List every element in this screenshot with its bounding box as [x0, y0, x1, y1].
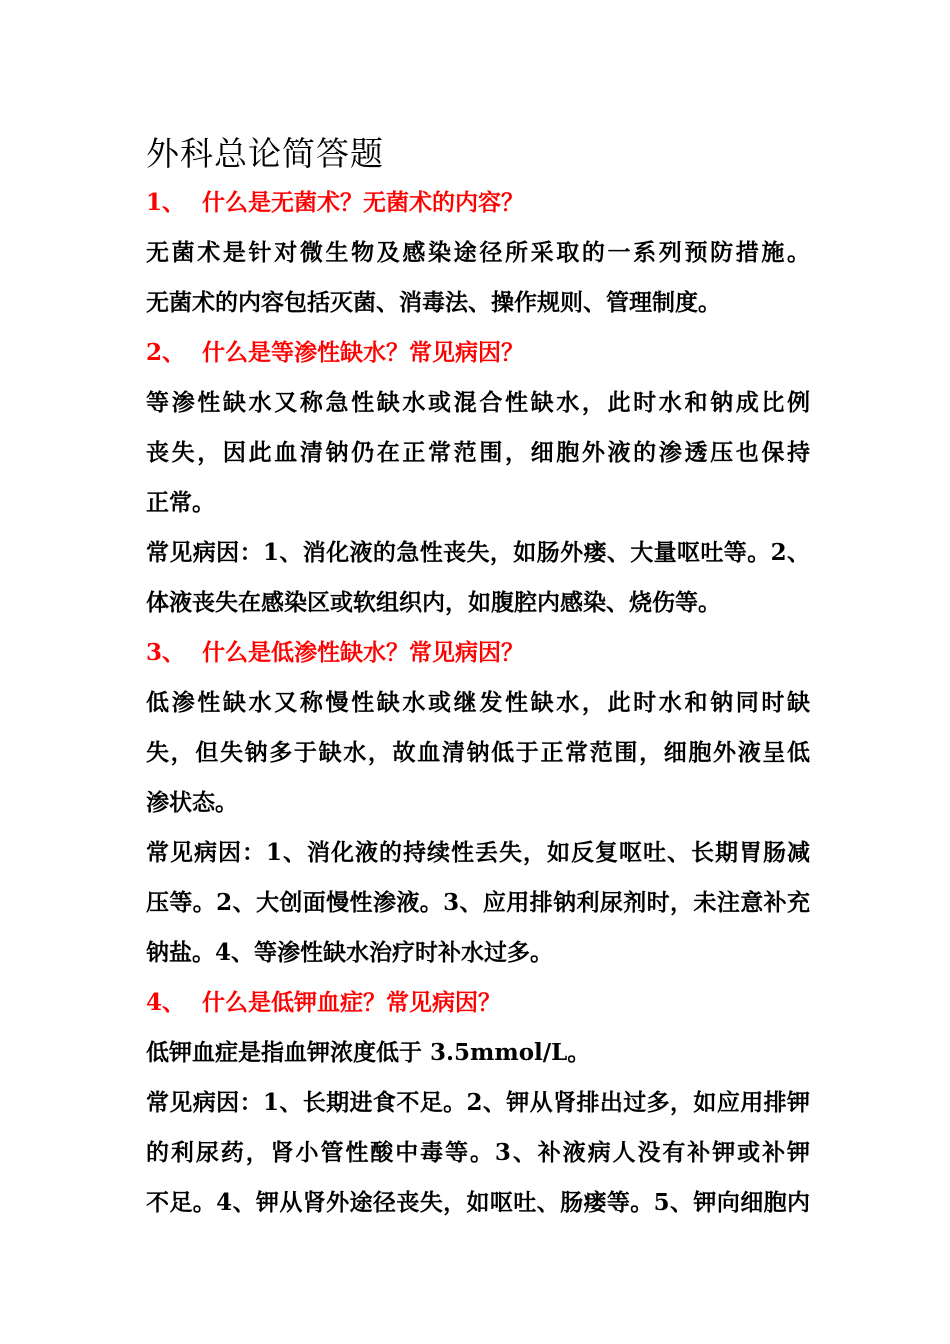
page-title: 外科总论简答题 [146, 134, 384, 173]
question-text: 什么是低钾血症？常见病因？ [202, 989, 501, 1016]
answer-line: 渗状态。 [146, 789, 238, 816]
answer-line: 无菌术是针对微生物及感染途径所采取的一系列预防措施。 [146, 239, 810, 266]
answer-line: 低渗性缺水又称慢性缺水或继发性缺水，此时水和钠同时缺 [146, 689, 810, 716]
answer-line: 正常。 [146, 489, 215, 516]
question-text: 什么是等渗性缺水？常见病因？ [202, 339, 524, 366]
question-number: 4、 [146, 989, 186, 1016]
answer-line: 低钾血症是指血钾浓度低于 3.5mmol/L。 [146, 1039, 591, 1066]
answer-line: 无菌术的内容包括灭菌、消毒法、操作规则、管理制度。 [146, 289, 721, 316]
question-number: 3、 [146, 639, 186, 666]
answer-line: 压等。2、大创面慢性渗液。3、应用排钠利尿剂时，未注意补充 [146, 889, 810, 916]
question-heading [146, 628, 810, 678]
question-heading [146, 978, 810, 1028]
question-text: 什么是无菌术？无菌术的内容？ [202, 189, 524, 216]
answer-line: 等渗性缺水又称急性缺水或混合性缺水，此时水和钠成比例 [146, 389, 810, 416]
question-text: 什么是低渗性缺水？常见病因？ [202, 639, 524, 666]
answer-line: 的利尿药，肾小管性酸中毒等。3、补液病人没有补钾或补钾 [146, 1139, 810, 1166]
question-number: 1、 [146, 189, 186, 216]
answer-line: 常见病因：1、消化液的持续性丢失，如反复呕吐、长期胃肠减 [146, 839, 810, 866]
answer-line: 常见病因：1、长期进食不足。2、钾从肾排出过多，如应用排钾 [146, 1089, 810, 1116]
answer-line: 失，但失钠多于缺水，故血清钠低于正常范围，细胞外液呈低 [146, 739, 810, 766]
answer-line: 常见病因：1、消化液的急性丧失，如肠外瘘、大量呕吐等。2、 [146, 539, 810, 566]
question-heading [146, 178, 810, 228]
answer-line: 体液丧失在感染区或软组织内，如腹腔内感染、烧伤等。 [146, 589, 721, 616]
document-body [146, 178, 810, 1228]
answer-line: 丧失，因此血清钠仍在正常范围，细胞外液的渗透压也保持 [146, 439, 810, 466]
answer-line: 钠盐。4、等渗性缺水治疗时补水过多。 [146, 939, 554, 966]
answer-line: 不足。4、钾从肾外途径丧失，如呕吐、肠瘘等。5、钾向细胞内 [146, 1189, 810, 1216]
question-heading [146, 328, 810, 378]
question-number: 2、 [146, 339, 186, 366]
